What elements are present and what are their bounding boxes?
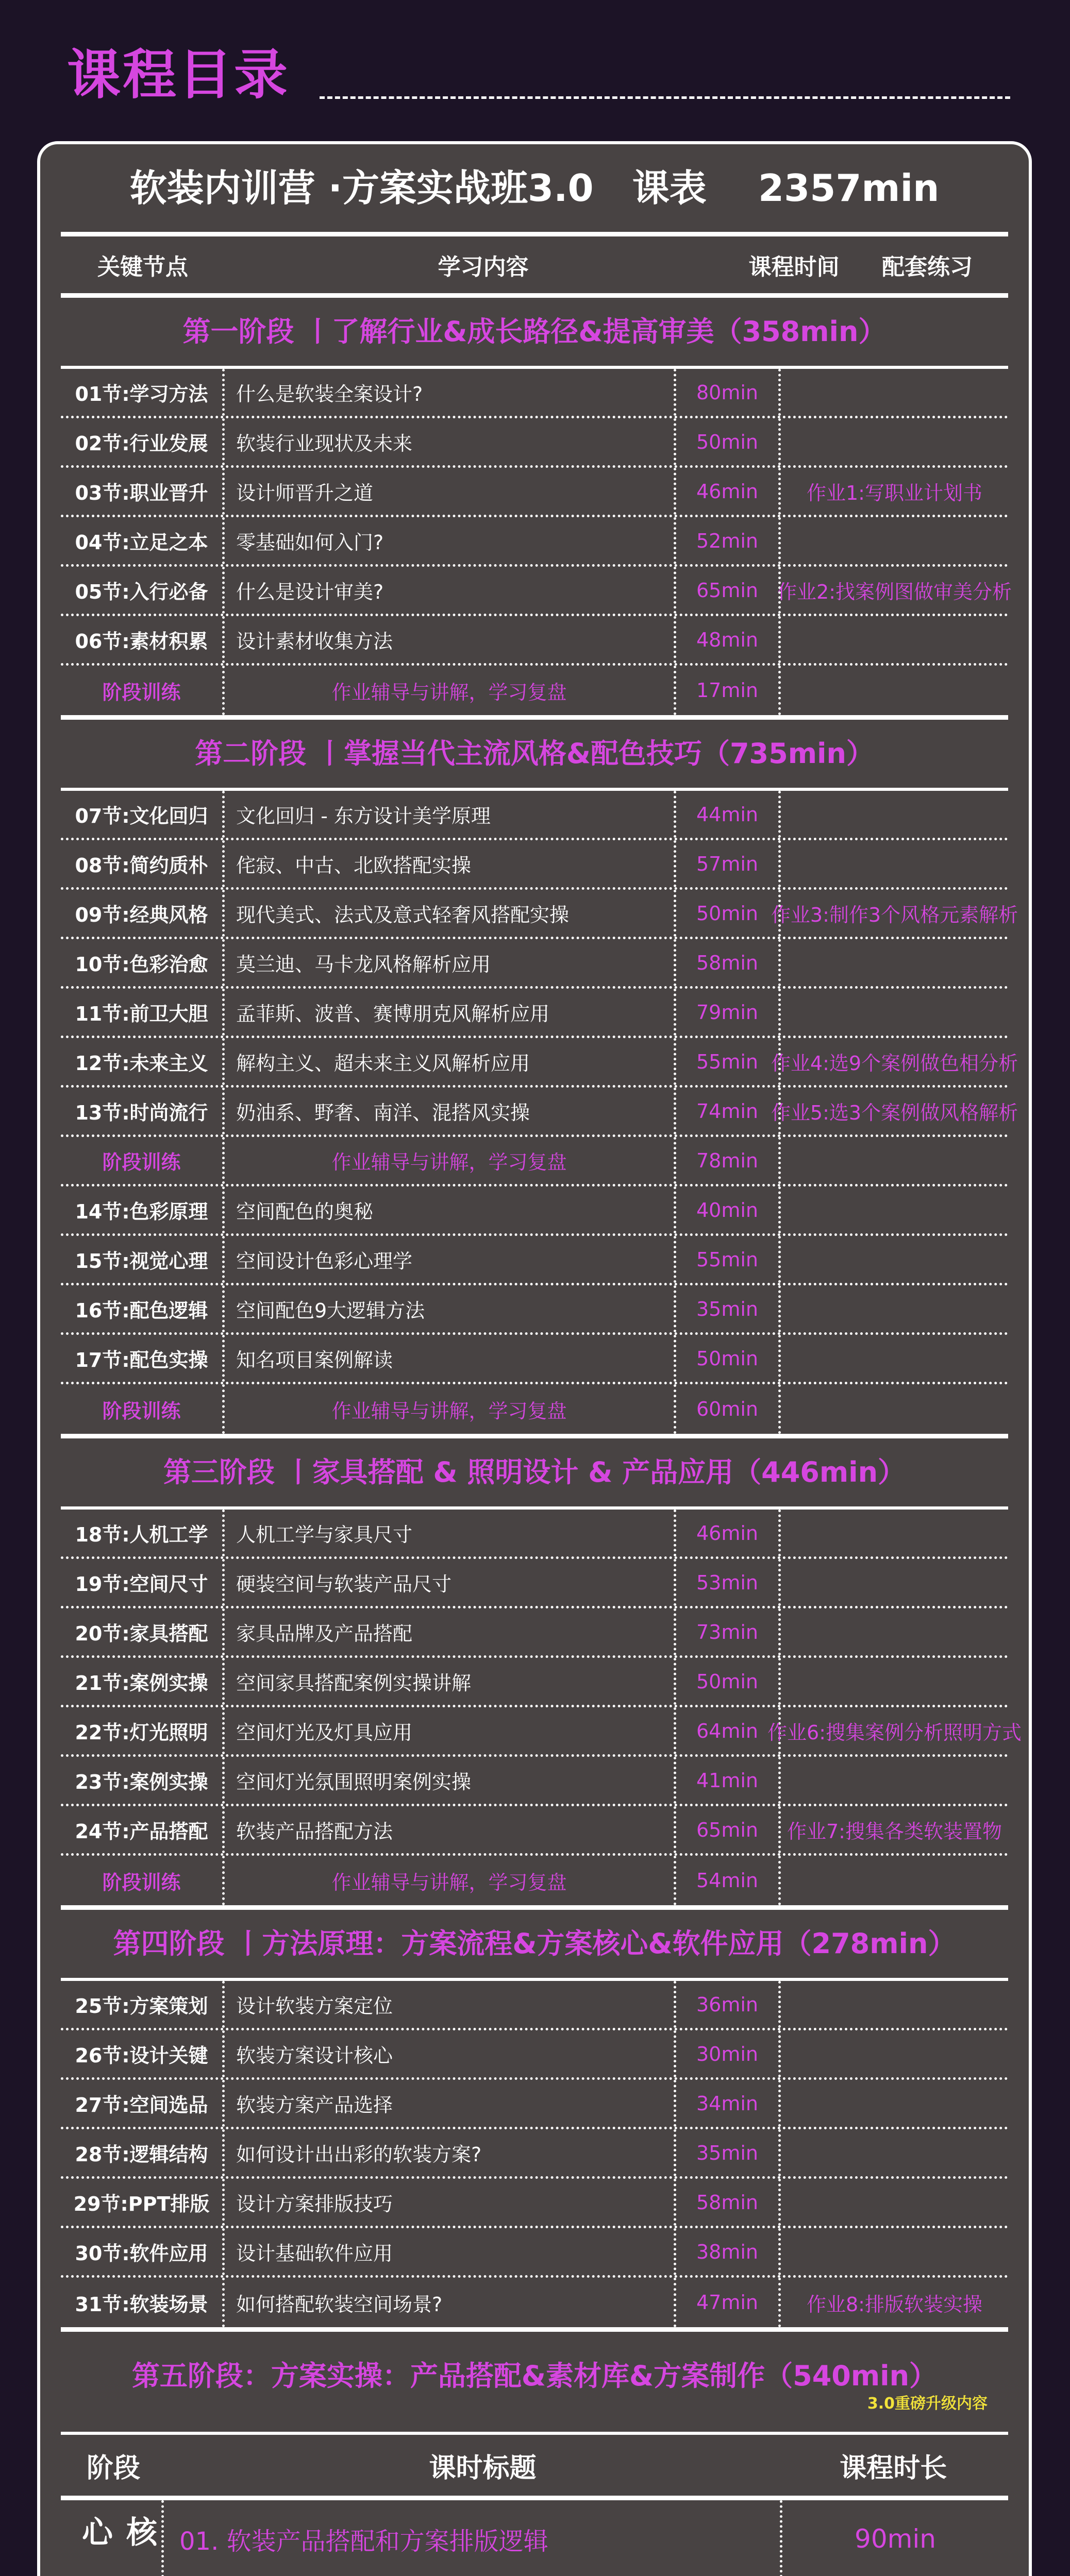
lesson-time: 78min (676, 1137, 781, 1184)
phase-table (61, 1981, 1008, 2327)
lesson-exercise (781, 1137, 1008, 1184)
phase-title: 第二阶段 丨掌握当代主流风格&配色技巧（735min） (195, 737, 874, 770)
lesson-exercise (781, 666, 1008, 715)
lesson-content: 家具品牌及产品搭配 (225, 1608, 676, 1655)
divider (61, 293, 1008, 298)
lesson-node: 28节:逻辑结构 (61, 2129, 225, 2176)
column-duration: 课程时长 (840, 2452, 947, 2484)
lesson-time: 60min (676, 1384, 781, 1434)
lesson-time: 46min (676, 1510, 781, 1556)
lesson-title: 01. 软装产品搭配和方案排版逻辑 (164, 2500, 782, 2576)
lesson-content: 空间配色9大逻辑方法 (225, 1285, 676, 1332)
stage-label: 核心 (61, 2500, 164, 2576)
lesson-content: 作业辅导与讲解，学习复盘 (225, 1137, 676, 1184)
lesson-row (61, 418, 1008, 468)
lesson-node: 30节:软件应用 (61, 2228, 225, 2275)
lesson-node: 02节:行业发展 (61, 418, 225, 465)
lesson-row (61, 989, 1008, 1038)
lesson-row (61, 2278, 1008, 2327)
phase-table (61, 1510, 1022, 1905)
lesson-node: 25节:方案策划 (61, 1981, 225, 2028)
lesson-time: 57min (676, 840, 781, 887)
lesson-content: 知名项目案例解读 (225, 1335, 676, 1382)
lesson-row (61, 1510, 1008, 1559)
schedule-title: 软装内训营 ·方案实战班3.0 课表 2357min (129, 166, 940, 210)
lesson-time: 50min (676, 418, 781, 465)
lesson-content: 硬装空间与软装产品尺寸 (225, 1559, 676, 1606)
lesson-content: 人机工学与家具尺寸 (225, 1510, 676, 1556)
lesson-time: 73min (676, 1608, 781, 1655)
lesson-time: 40min (676, 1187, 781, 1233)
lesson-content: 现代美式、法式及意式轻奢风搭配实操 (225, 890, 676, 937)
column-lesson-title: 课时标题 (429, 2452, 537, 2484)
lesson-row (61, 1806, 1008, 1856)
lesson-node: 15节:视觉心理 (61, 1236, 225, 1283)
lesson-time: 50min (676, 1335, 781, 1382)
lesson-exercise: 作业4:选9个案例做色相分析 (771, 1052, 1018, 1075)
training-row (61, 1856, 1008, 1905)
lesson-exercise (781, 939, 1008, 986)
column-node: 关键节点 (97, 254, 188, 280)
lesson-exercise (781, 989, 1008, 1036)
page-header (67, 41, 1010, 108)
lesson-exercise (781, 1757, 1008, 1804)
phase5-column-header (61, 2435, 1008, 2496)
lesson-row (61, 1559, 1008, 1608)
lesson-time: 34min (676, 2080, 781, 2127)
lesson-node: 04节:立足之本 (61, 517, 225, 564)
lesson-content: 什么是软装全案设计? (225, 369, 676, 416)
lesson-row (61, 1236, 1008, 1285)
lesson-exercise (781, 2129, 1008, 2176)
lesson-node: 10节:色彩治愈 (61, 939, 225, 986)
lesson-time: 30min (676, 2030, 781, 2077)
lesson-content: 如何搭配软装空间场景? (225, 2278, 676, 2327)
lesson-content: 设计素材收集方法 (225, 616, 676, 663)
lesson-row (61, 939, 1008, 989)
lesson-node: 22节:灯光照明 (61, 1707, 225, 1754)
lesson-row (61, 1608, 1008, 1658)
lesson-content: 孟菲斯、波普、赛博朋克风解析应用 (225, 989, 676, 1036)
lesson-node: 29节:PPT排版 (61, 2179, 225, 2226)
column-content: 学习内容 (438, 254, 529, 280)
lesson-time: 35min (676, 1285, 781, 1332)
lesson-node: 13节:时尚流行 (61, 1088, 225, 1134)
lesson-exercise (781, 1187, 1008, 1233)
lesson-content: 设计基础软件应用 (225, 2228, 676, 2275)
lesson-row (61, 369, 1008, 418)
lesson-content: 软装方案设计核心 (225, 2030, 676, 2077)
lesson-exercise (781, 1510, 1008, 1556)
lesson-exercise (781, 1285, 1008, 1332)
lesson-time: 52min (676, 517, 781, 564)
lesson-row (61, 890, 1018, 939)
lesson-node: 20节:家具搭配 (61, 1608, 225, 1655)
lesson-exercise (781, 1559, 1008, 1606)
lesson-row (61, 1658, 1008, 1707)
lesson-exercise (781, 2080, 1008, 2127)
lesson-row (61, 1981, 1008, 2030)
lesson-time: 65min (676, 1806, 781, 1853)
lesson-node: 19节:空间尺寸 (61, 1559, 225, 1606)
lesson-node: 09节:经典风格 (61, 890, 225, 937)
lesson-exercise: 作业5:选3个案例做风格解析 (771, 1101, 1018, 1124)
lesson-exercise (781, 517, 1008, 564)
lesson-exercise: 作业2:找案例图做审美分析 (777, 581, 1012, 603)
lesson-content: 软装行业现状及未来 (225, 418, 676, 465)
lesson-content: 解构主义、超未来主义风解析应用 (225, 1038, 676, 1085)
lesson-exercise (781, 1658, 1008, 1705)
lesson-content: 软装产品搭配方法 (225, 1806, 676, 1853)
lesson-exercise (781, 1981, 1008, 2028)
lesson-time: 53min (676, 1559, 781, 1606)
lesson-node: 07节:文化回归 (61, 791, 225, 838)
phases-container (61, 298, 1022, 2332)
lesson-node: 阶段训练 (61, 666, 225, 715)
divider (61, 715, 1008, 720)
lesson-node: 18节:人机工学 (61, 1510, 225, 1556)
lesson-exercise (781, 1608, 1008, 1655)
lesson-exercise (781, 1384, 1008, 1434)
schedule-card (37, 141, 1032, 2576)
lesson-time: 48min (676, 616, 781, 663)
lesson-node: 01节:学习方法 (61, 369, 225, 416)
phase-title: 第一阶段 丨了解行业&成长路径&提高审美（358min） (182, 315, 887, 348)
lesson-row (61, 791, 1008, 840)
lesson-exercise (781, 840, 1008, 887)
lesson-row (61, 616, 1008, 666)
lesson-exercise (781, 2179, 1008, 2226)
column-time: 课程时间 (748, 254, 840, 280)
lesson-node: 阶段训练 (61, 1137, 225, 1184)
lesson-row (61, 1707, 1022, 1757)
lesson-node: 03节:职业晋升 (61, 468, 225, 515)
column-exercise: 配套练习 (882, 254, 973, 280)
divider (61, 2496, 1008, 2500)
lesson-content: 莫兰迪、马卡龙风格解析应用 (225, 939, 676, 986)
lesson-time: 54min (676, 1856, 781, 1905)
lesson-node: 12节:未来主义 (61, 1038, 225, 1085)
lesson-content: 设计师晋升之道 (225, 468, 676, 515)
lesson-node: 24节:产品搭配 (61, 1806, 225, 1853)
lesson-exercise (781, 2228, 1008, 2275)
lesson-node: 05节:入行必备 (61, 567, 225, 614)
lesson-content: 作业辅导与讲解，学习复盘 (225, 666, 676, 715)
lesson-time: 36min (676, 1981, 781, 2028)
divider (61, 2327, 1008, 2332)
column-header (61, 236, 1008, 293)
lesson-exercise (781, 418, 1008, 465)
lesson-content: 设计方案排版技巧 (225, 2179, 676, 2226)
divider (61, 1434, 1008, 1438)
lesson-node: 31节:软装场景 (61, 2278, 225, 2327)
training-row (61, 666, 1008, 715)
lesson-exercise: 作业1:写职业计划书 (807, 482, 982, 504)
lesson-time: 58min (676, 2179, 781, 2226)
phase5-row (61, 2500, 1008, 2576)
lesson-exercise (781, 791, 1008, 838)
page-title: 课程目录 (67, 43, 290, 106)
lesson-row (61, 1285, 1008, 1335)
lesson-exercise: 作业7:搜集各类软装置物 (787, 1820, 1002, 1843)
lesson-time: 41min (676, 1757, 781, 1804)
lesson-time: 55min (676, 1236, 781, 1283)
lesson-content: 空间配色的奥秘 (225, 1187, 676, 1233)
lesson-node: 26节:设计关键 (61, 2030, 225, 2077)
lesson-row (61, 468, 1008, 517)
lesson-row (61, 1088, 1018, 1137)
lesson-time: 35min (676, 2129, 781, 2176)
lesson-row (61, 1187, 1008, 1236)
lesson-node: 23节:案例实操 (61, 1757, 225, 1804)
lesson-row (61, 1038, 1018, 1088)
lesson-exercise: 作业8:排版软装实操 (807, 2293, 982, 2316)
lesson-content: 如何设计出出彩的软装方案? (225, 2129, 676, 2176)
lesson-content: 文化回归 - 东方设计美学原理 (225, 791, 676, 838)
column-stage: 阶段 (87, 2452, 141, 2484)
lesson-node: 14节:色彩原理 (61, 1187, 225, 1233)
lesson-node: 阶段训练 (61, 1856, 225, 1905)
lesson-node: 27节:空间选品 (61, 2080, 225, 2127)
lesson-node: 16节:配色逻辑 (61, 1285, 225, 1332)
lesson-time: 55min (676, 1038, 781, 1085)
lesson-exercise (781, 1856, 1008, 1905)
training-row (61, 1384, 1008, 1434)
lesson-content: 空间设计色彩心理学 (225, 1236, 676, 1283)
lesson-duration: 90min (855, 2524, 936, 2554)
phase5-title: 第五阶段：方案实操：产品搭配&素材库&方案制作（540min） (131, 2360, 938, 2392)
lesson-content: 软装方案产品选择 (225, 2080, 676, 2127)
lesson-time: 50min (676, 890, 781, 937)
lesson-time: 17min (676, 666, 781, 715)
phase-table (61, 369, 1012, 715)
lesson-row (61, 2030, 1008, 2080)
lesson-row (61, 2228, 1008, 2278)
lesson-exercise (781, 1335, 1008, 1382)
lesson-content: 奶油系、野奢、南洋、混搭风实操 (225, 1088, 676, 1134)
lesson-content: 空间灯光及灯具应用 (225, 1707, 676, 1754)
lesson-exercise (781, 369, 1008, 416)
lesson-node: 17节:配色实操 (61, 1335, 225, 1382)
lesson-time: 38min (676, 2228, 781, 2275)
lesson-time: 46min (676, 468, 781, 515)
phase-title: 第四阶段 丨方法原理：方案流程&方案核心&软件应用（278min） (113, 1927, 956, 1960)
lesson-exercise: 作业6:搜集案例分析照明方式 (767, 1721, 1022, 1744)
phase-title: 第三阶段 丨家具搭配 & 照明设计 & 产品应用（446min） (163, 1456, 906, 1488)
lesson-time: 64min (676, 1707, 781, 1754)
lesson-time: 65min (676, 567, 781, 614)
lesson-content: 设计软装方案定位 (225, 1981, 676, 2028)
lesson-exercise (781, 1236, 1008, 1283)
lesson-content: 作业辅导与讲解，学习复盘 (225, 1856, 676, 1905)
lesson-time: 50min (676, 1658, 781, 1705)
training-row (61, 1137, 1008, 1187)
lesson-row (61, 2080, 1008, 2129)
lesson-content: 侘寂、中古、北欧搭配实操 (225, 840, 676, 887)
lesson-time: 74min (676, 1088, 781, 1134)
lesson-node: 06节:素材积累 (61, 616, 225, 663)
upgrade-note: 3.0重磅升级内容 (867, 2395, 988, 2413)
lesson-content: 作业辅导与讲解，学习复盘 (225, 1384, 676, 1434)
lesson-content: 空间灯光氛围照明案例实操 (225, 1757, 676, 1804)
lesson-node: 11节:前卫大胆 (61, 989, 225, 1036)
header-underline (320, 96, 1010, 99)
lesson-exercise: 作业3:制作3个风格元素解析 (771, 904, 1018, 926)
lesson-row (61, 2179, 1008, 2228)
lesson-node: 21节:案例实操 (61, 1658, 225, 1705)
lesson-time: 80min (676, 369, 781, 416)
lesson-time: 79min (676, 989, 781, 1036)
divider (61, 1905, 1008, 1910)
lesson-time: 47min (676, 2278, 781, 2327)
lesson-row (61, 567, 1012, 616)
lesson-node: 08节:简约质朴 (61, 840, 225, 887)
lesson-content: 什么是设计审美? (225, 567, 676, 614)
lesson-content: 零基础如何入门? (225, 517, 676, 564)
divider (61, 232, 1008, 236)
lesson-content: 空间家具搭配案例实操讲解 (225, 1658, 676, 1705)
lesson-row (61, 2129, 1008, 2179)
phase-table (61, 791, 1018, 1434)
lesson-row (61, 840, 1008, 890)
lesson-row (61, 1757, 1008, 1806)
lesson-row (61, 517, 1008, 567)
lesson-time: 44min (676, 791, 781, 838)
lesson-node: 阶段训练 (61, 1384, 225, 1434)
lesson-exercise (781, 2030, 1008, 2077)
lesson-time: 58min (676, 939, 781, 986)
lesson-exercise (781, 616, 1008, 663)
lesson-row (61, 1335, 1008, 1384)
